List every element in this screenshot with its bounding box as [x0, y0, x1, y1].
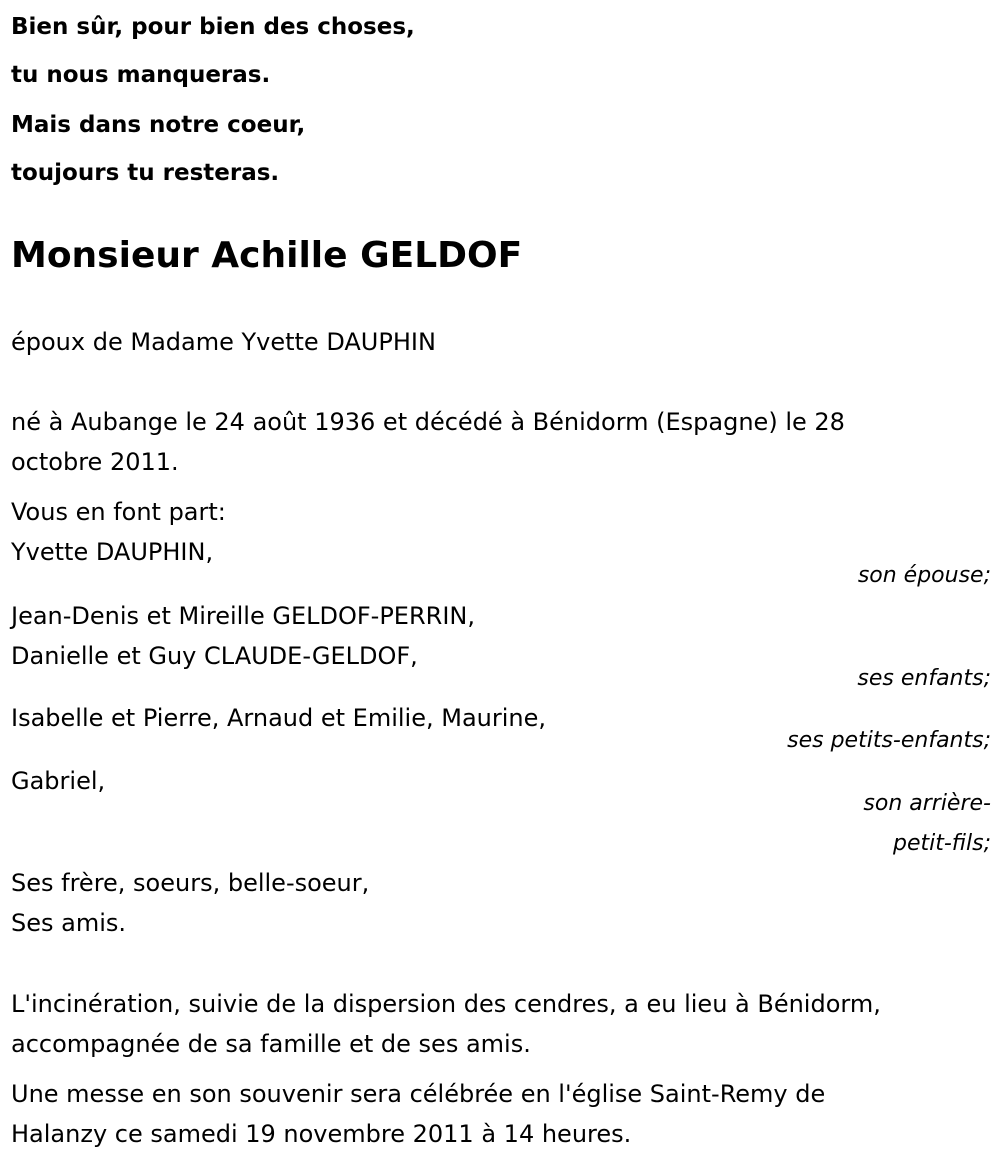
- birth-death-line-2: octobre 2011.: [11, 448, 179, 476]
- mass-line-1: Une messe en son souvenir sera célébrée en l'église Saint-Remy de: [11, 1080, 826, 1108]
- poem-line-3: Mais dans notre coeur,: [11, 112, 306, 138]
- great-grandchild-relation-line-1: son arrière-: [863, 791, 991, 816]
- poem-line-4: toujours tu resteras.: [11, 160, 280, 186]
- birth-death-line-1: né à Aubange le 24 août 1936 et décédé à Bénidorm (Espagne) le 28: [11, 408, 845, 436]
- deceased-name: Monsieur Achille GELDOF: [11, 235, 523, 276]
- child-name-1: Jean-Denis et Mireille GELDOF-PERRIN,: [11, 602, 475, 630]
- spouse-name: Yvette DAUPHIN,: [11, 538, 214, 566]
- spouse-line: époux de Madame Yvette DAUPHIN: [11, 328, 436, 356]
- poem-line-1: Bien sûr, pour bien des choses,: [11, 14, 415, 40]
- grandchildren-names: Isabelle et Pierre, Arnaud et Emilie, Maurine,: [11, 704, 547, 732]
- children-relation: ses enfants;: [857, 666, 991, 691]
- announcement-intro: Vous en font part:: [11, 498, 226, 526]
- grandchildren-relation: ses petits-enfants;: [787, 728, 991, 753]
- cremation-line-2: accompagnée de sa famille et de ses amis.: [11, 1030, 531, 1058]
- spouse-relation: son épouse;: [857, 563, 991, 588]
- cremation-line-1: L'incinération, suivie de la dispersion des cendres, a eu lieu à Bénidorm,: [11, 990, 881, 1018]
- great-grandchild-name: Gabriel,: [11, 767, 106, 795]
- poem-line-2: tu nous manqueras.: [11, 62, 271, 88]
- child-name-2: Danielle et Guy CLAUDE-GELDOF,: [11, 642, 418, 670]
- others-line-2: Ses amis.: [11, 909, 127, 937]
- mass-line-2: Halanzy ce samedi 19 novembre 2011 à 14 heures.: [11, 1120, 632, 1148]
- great-grandchild-relation-line-2: petit-fils;: [892, 831, 991, 856]
- others-line-1: Ses frère, soeurs, belle-soeur,: [11, 869, 370, 897]
